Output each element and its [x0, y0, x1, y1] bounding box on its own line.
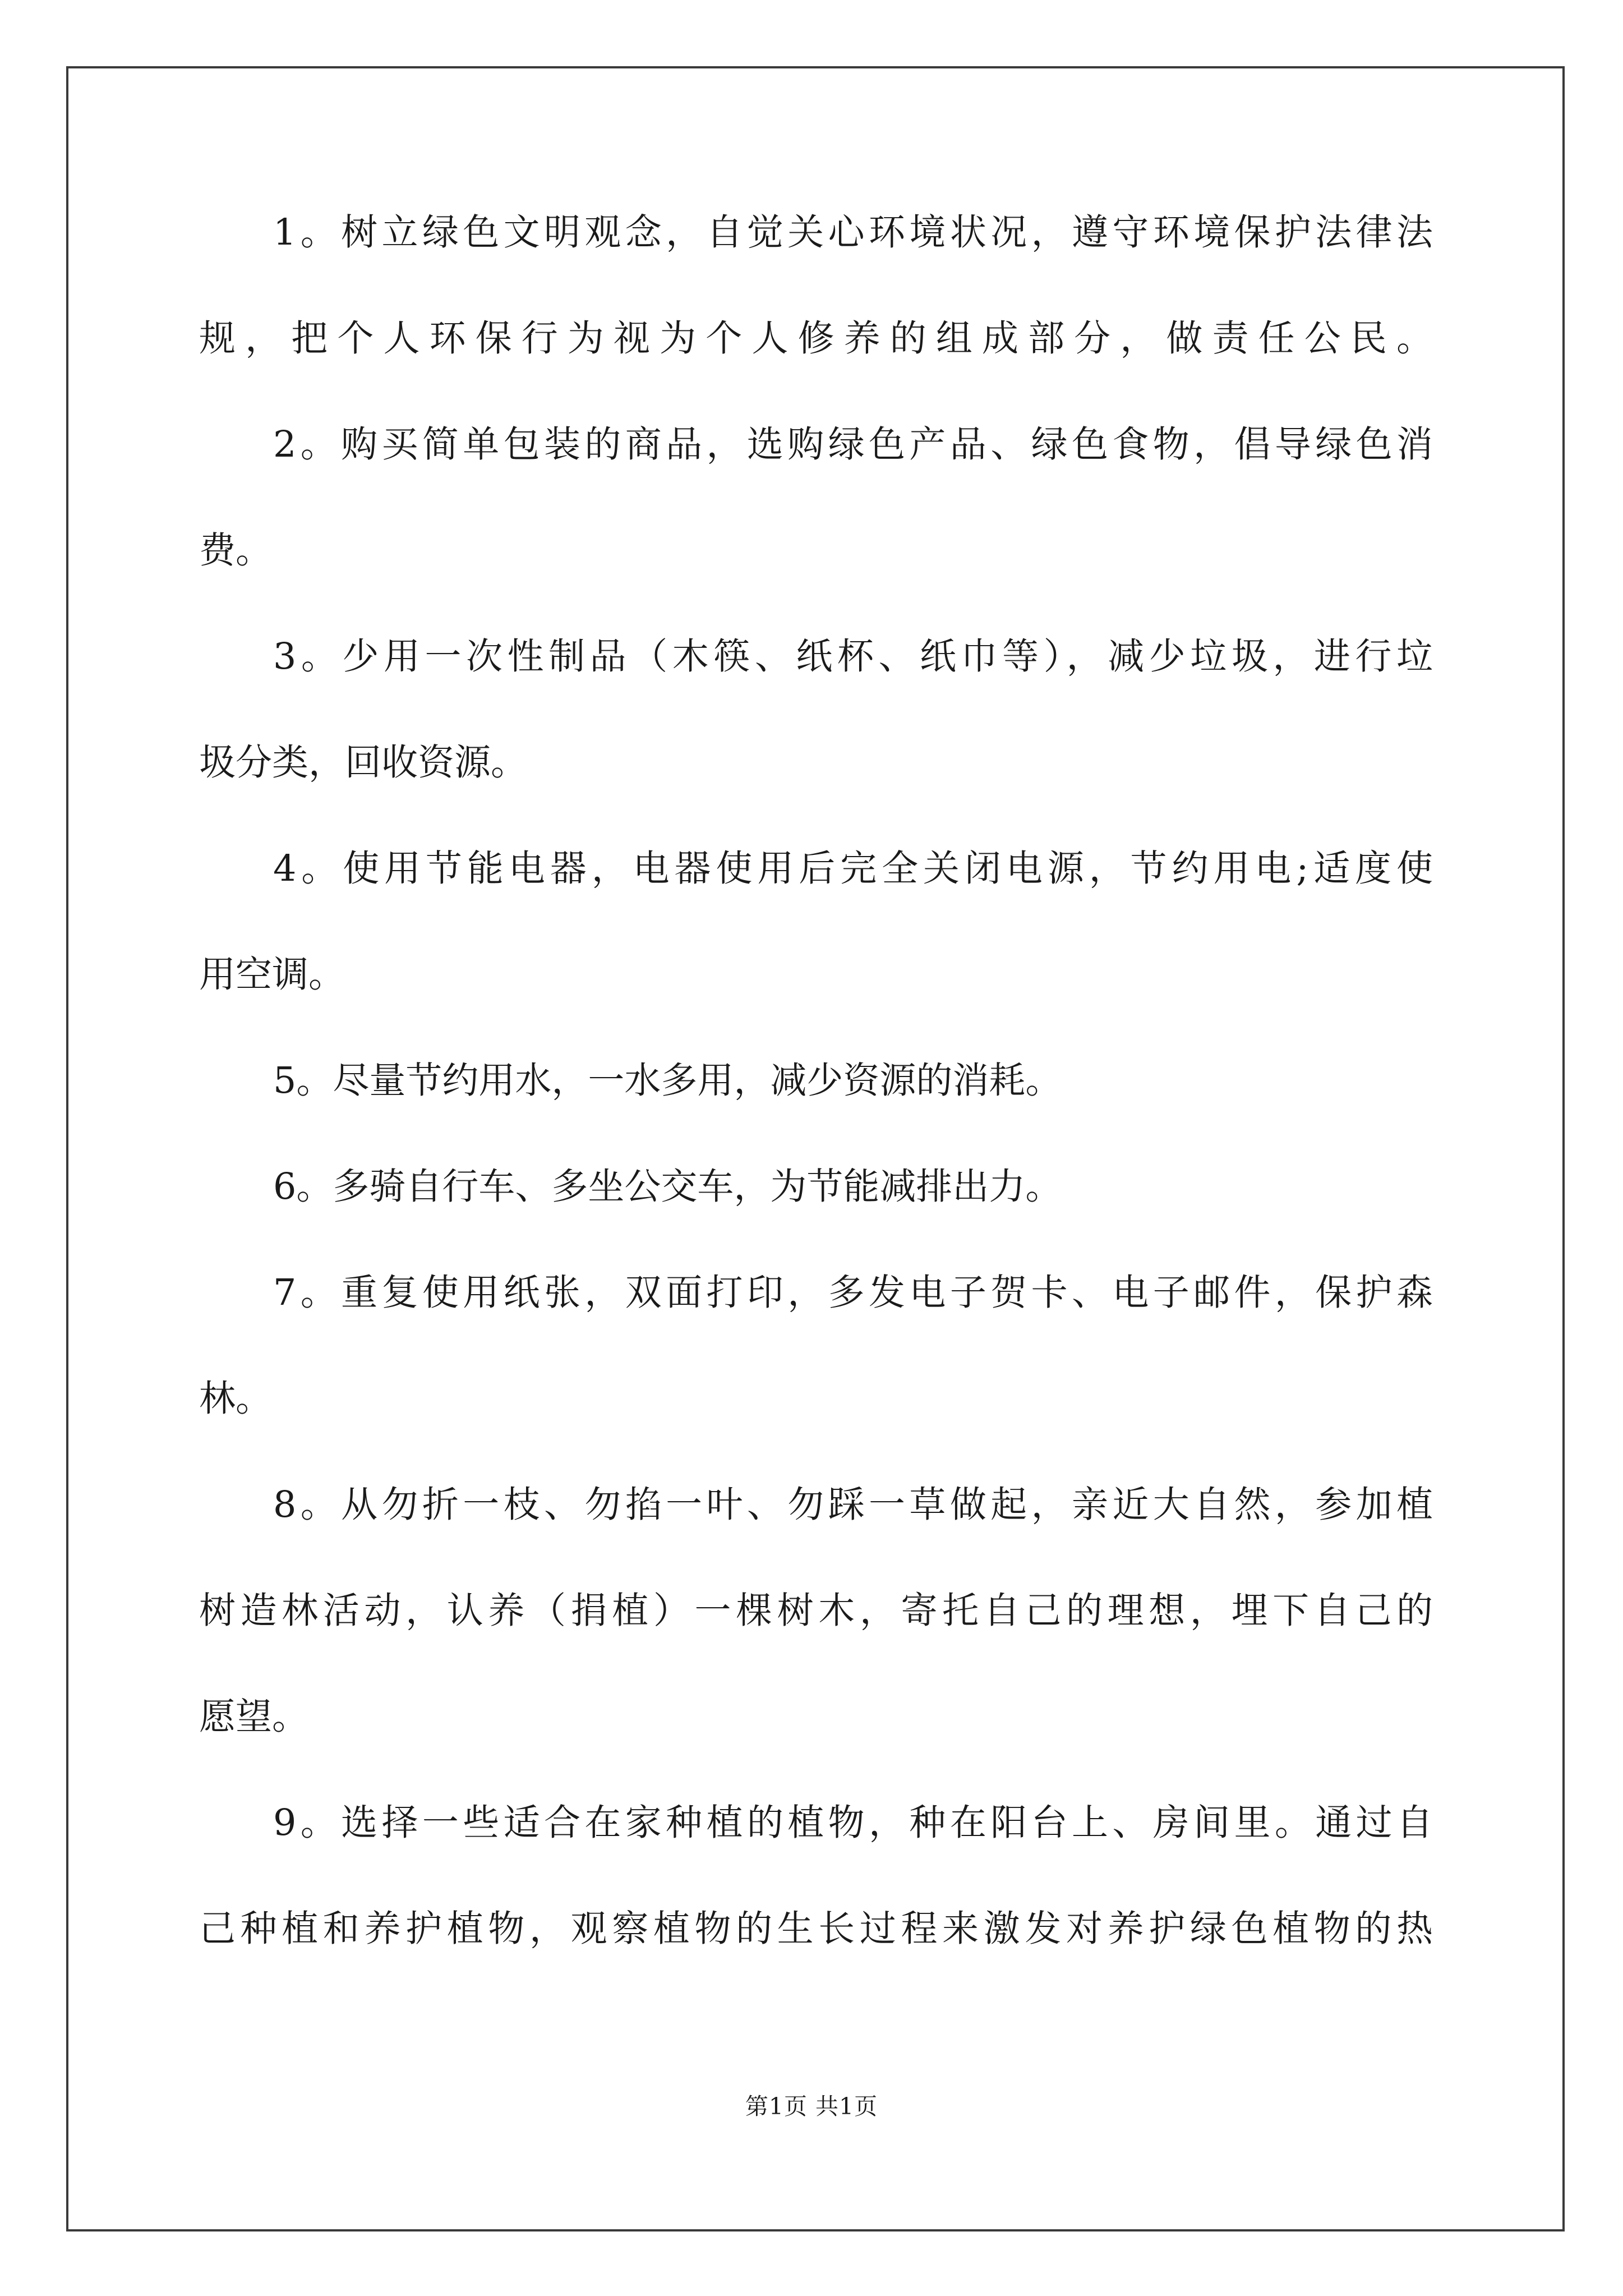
page-footer: 第1页 共1页	[745, 2093, 878, 2120]
paragraph-1-line-1: 1。树立绿色文明观念，自觉关心环境状况，遵守环境保护法律法	[273, 211, 1433, 254]
paragraph-7-line-1: 7。重复使用纸张，双面打印，多发电子贺卡、电子邮件，保护森	[273, 1272, 1433, 1314]
paragraph-1-line-2: 规，把个人环保行为视为个人修养的组成部分，做责任公民。	[199, 318, 1433, 360]
paragraph-9-line-1: 9。选择一些适合在家种植的植物，种在阳台上、房间里。通过自	[273, 1802, 1433, 1844]
paragraph-4-line-1: 4。使用节能电器，电器使用后完全关闭电源，节约用电;适度使	[273, 848, 1433, 890]
paragraph-5-line-1: 5。尽量节约用水，一水多用，减少资源的消耗。	[273, 1060, 1062, 1102]
paragraph-3-line-2: 圾分类，回收资源。	[199, 742, 528, 784]
paragraph-4-line-2: 用空调。	[199, 954, 345, 996]
paragraph-7-line-2: 林。	[199, 1378, 273, 1420]
paragraph-2-line-1: 2。购买简单包装的商品，选购绿色产品、绿色食物，倡导绿色消	[273, 424, 1433, 466]
paragraph-8-line-2: 树造林活动，认养（捐植）一棵树木，寄托自己的理想，埋下自己的	[199, 1590, 1433, 1632]
paragraph-3-line-1: 3。少用一次性制品（木筷、纸杯、纸巾等），减少垃圾，进行垃	[273, 636, 1433, 678]
paragraph-8-line-3: 愿望。	[199, 1696, 309, 1738]
paragraph-9-line-2: 己种植和养护植物，观察植物的生长过程来激发对养护绿色植物的热	[199, 1908, 1433, 1950]
paragraph-2-line-2: 费。	[199, 530, 273, 572]
paragraph-6-line-1: 6。多骑自行车、多坐公交车，为节能减排出力。	[273, 1166, 1062, 1208]
paragraph-8-line-1: 8。从勿折一枝、勿掐一叶、勿踩一草做起，亲近大自然，参加植	[273, 1484, 1433, 1526]
